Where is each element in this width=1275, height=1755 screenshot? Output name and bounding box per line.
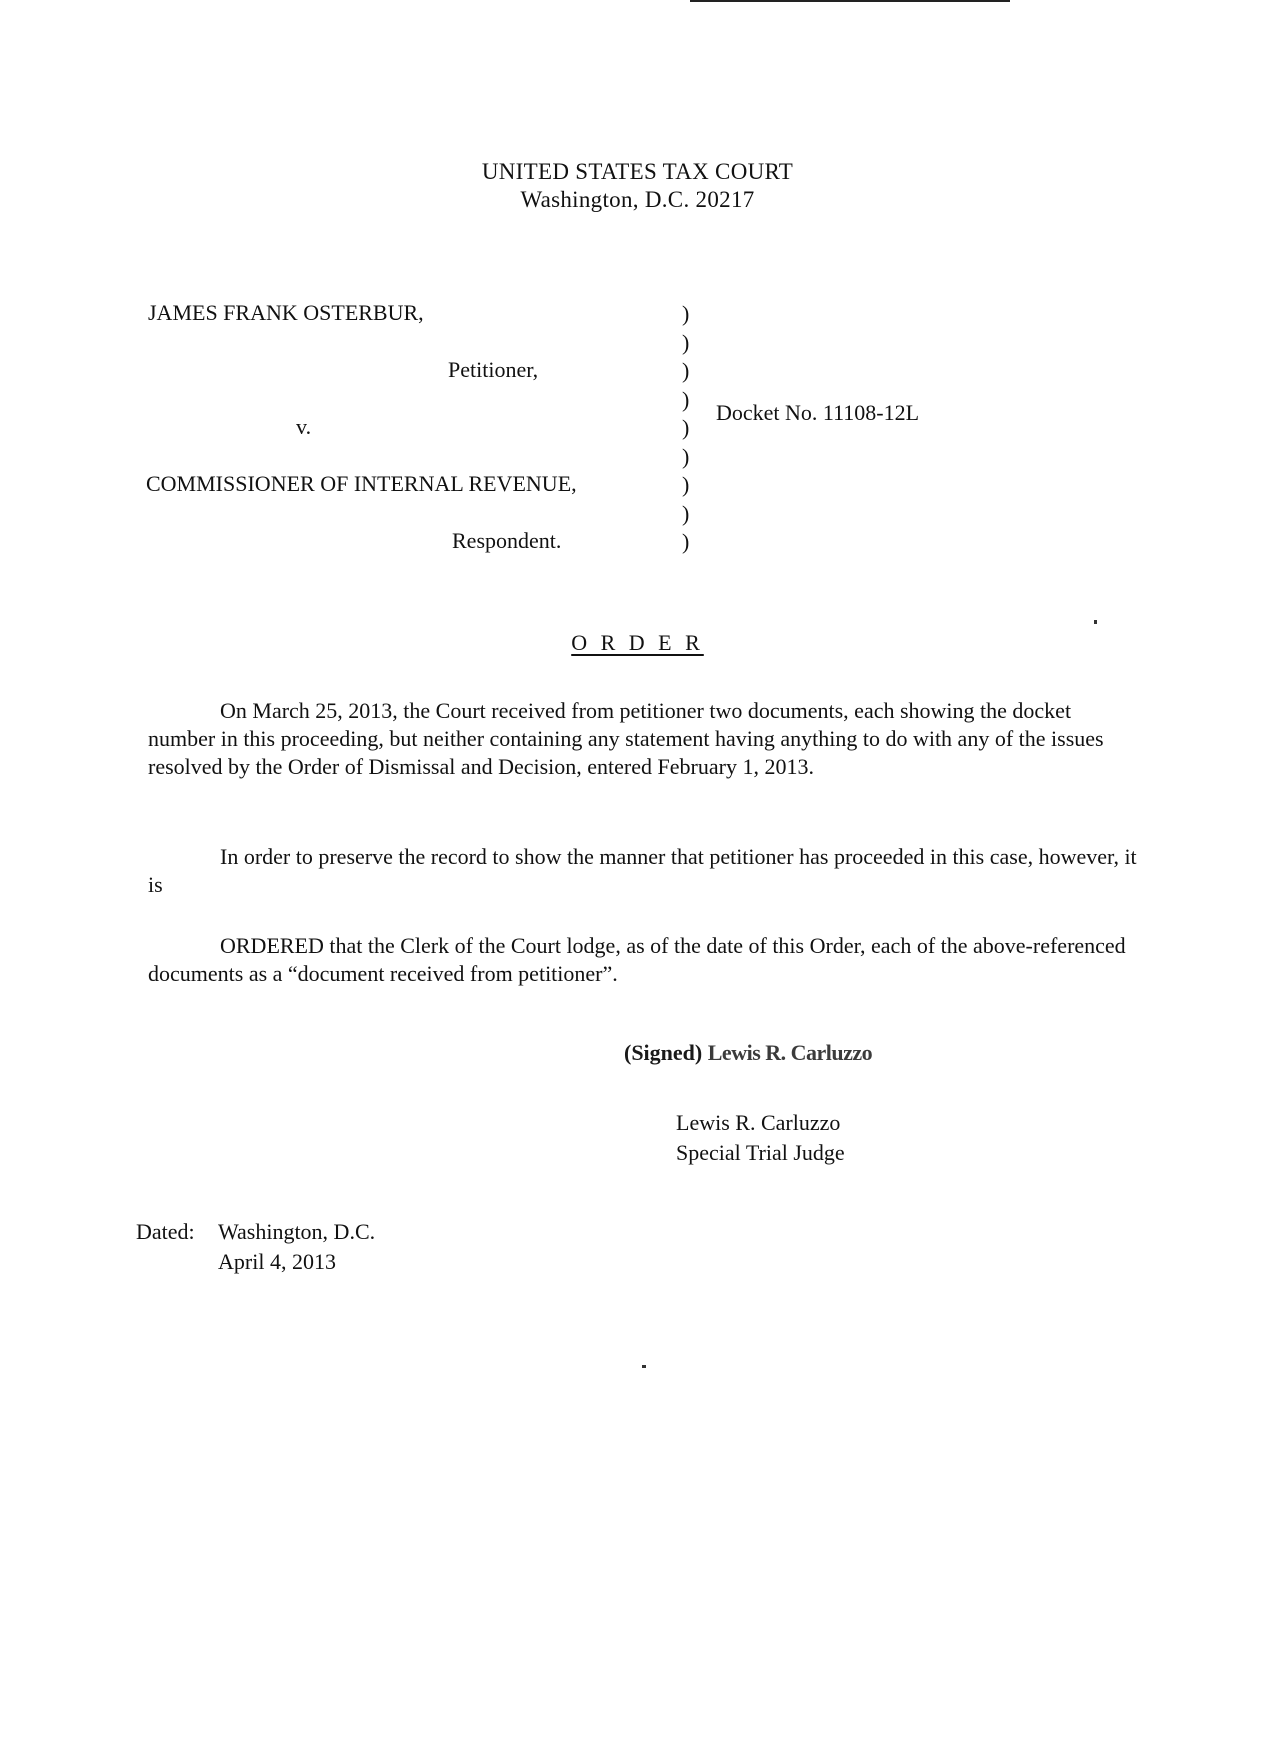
order-title [0,630,1275,656]
versus: v. [296,414,312,439]
judge-title: Special Trial Judge [676,1140,845,1165]
scan-speck [1094,620,1097,624]
paragraph-text: ORDERED that the Clerk of the Court lodge, as of the date of this Order, each of the above-referenced documents as a “document received from petitioner”. [148,933,1126,986]
paren: ) [682,443,690,469]
respondent-label: Respondent. [452,528,562,553]
paren: ) [682,329,690,355]
docket-number: Docket No. 11108-12L [716,400,920,425]
court-address: Washington, D.C. 20217 [520,187,755,212]
paren: ) [682,386,690,412]
signature-line [624,1040,872,1066]
signed-prefix: (Signed) [624,1040,703,1065]
paren: ) [682,529,690,554]
petitioner-name: JAMES FRANK OSTERBUR, [148,300,424,325]
order-paragraph-1 [148,697,1140,781]
dated-place: Washington, D.C. [218,1219,376,1244]
judge-name: Lewis R. Carluzzo [676,1110,841,1135]
respondent-name: COMMISSIONER OF INTERNAL REVENUE, [146,471,577,496]
judge-block [676,1108,845,1168]
court-header [0,158,1275,214]
paren: ) [682,358,690,383]
caption-parentheses [682,300,689,557]
scan-artifact-line [690,0,1010,2]
paren: ) [682,415,690,440]
paren: ) [682,472,690,497]
order-title-text: O R D E R [571,630,704,655]
dated-date: April 4, 2013 [218,1249,336,1274]
paragraph-text: On March 25, 2013, the Court received from petitioner two documents, each showing the docket number in this proceeding, but neither containing any statement having anything to do with any of the issues resolved by the Order of Dismissal and Decision, entered February 1, 2013. [148,698,1104,779]
paren: ) [682,301,690,326]
scan-speck [642,1365,646,1368]
court-name: UNITED STATES TAX COURT [481,159,794,184]
signed-name: Lewis R. Carluzzo [707,1040,873,1065]
dated-block [136,1217,375,1277]
order-paragraph-2 [148,843,1140,899]
petitioner-label: Petitioner, [448,357,539,382]
paragraph-text: In order to preserve the record to show the manner that petitioner has proceeded in this case, however, it is [148,844,1137,897]
paren: ) [682,500,690,526]
order-paragraph-3 [148,932,1140,988]
dated-label: Dated: [136,1219,195,1244]
